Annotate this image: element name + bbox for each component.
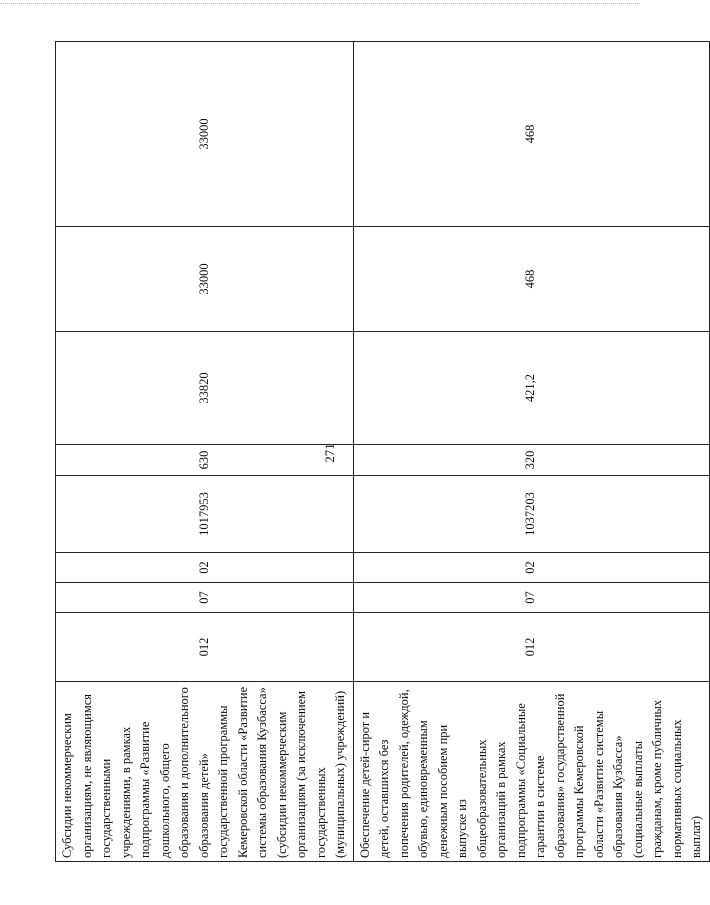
section-code: 07 (56, 583, 354, 613)
expense-type-code: 630 (56, 445, 354, 476)
sum-year-1: 33820 (56, 332, 354, 445)
expense-type-code: 320 (353, 445, 709, 476)
row-description: Субсидии некоммерческим организациям, не являющимся государственными учреждениями, в рамках подпрограммы «Развитие дошкольного, общего образования и дополнительного образования детей» государственной программы Кемеровской области «Развитие системы образования Кузбасса» (субсидии некоммерческим организациям (за исключением государственных (муниципальных) учреждений) (56, 682, 354, 862)
subsection-code: 02 (56, 553, 354, 583)
sum-year-3: 33000 (56, 42, 354, 227)
table-row (56, 42, 354, 862)
sum-year-3: 468 (353, 42, 709, 227)
section-code: 07 (353, 583, 709, 613)
page-number-text: 271 (322, 443, 337, 463)
subsection-code: 02 (353, 553, 709, 583)
target-article-code: 1037203 (353, 476, 709, 553)
budget-table (55, 41, 710, 862)
rotated-table-container (55, 42, 703, 862)
ministry-code: 012 (353, 613, 709, 682)
table-row (353, 42, 709, 862)
top-border-line (0, 3, 640, 4)
sum-year-2: 468 (353, 227, 709, 332)
ministry-code: 012 (56, 613, 354, 682)
row-description: Обеспечение детей-сирот и детей, оставшихся без попечения родителей, одеждой, обувью, единовременным денежным пособием при выпуске из общеобразовательных организаций в рамках подпрограммы «Социальные гарантии в системе образования» государственной программы Кемеровской области «Развитие системы образования Кузбасса» (социальные выплаты гражданам, кроме публичных нормативных социальных выплат) (353, 682, 709, 862)
target-article-code: 1017953 (56, 476, 354, 553)
sum-year-1: 421,2 (353, 332, 709, 445)
sum-year-2: 33000 (56, 227, 354, 332)
